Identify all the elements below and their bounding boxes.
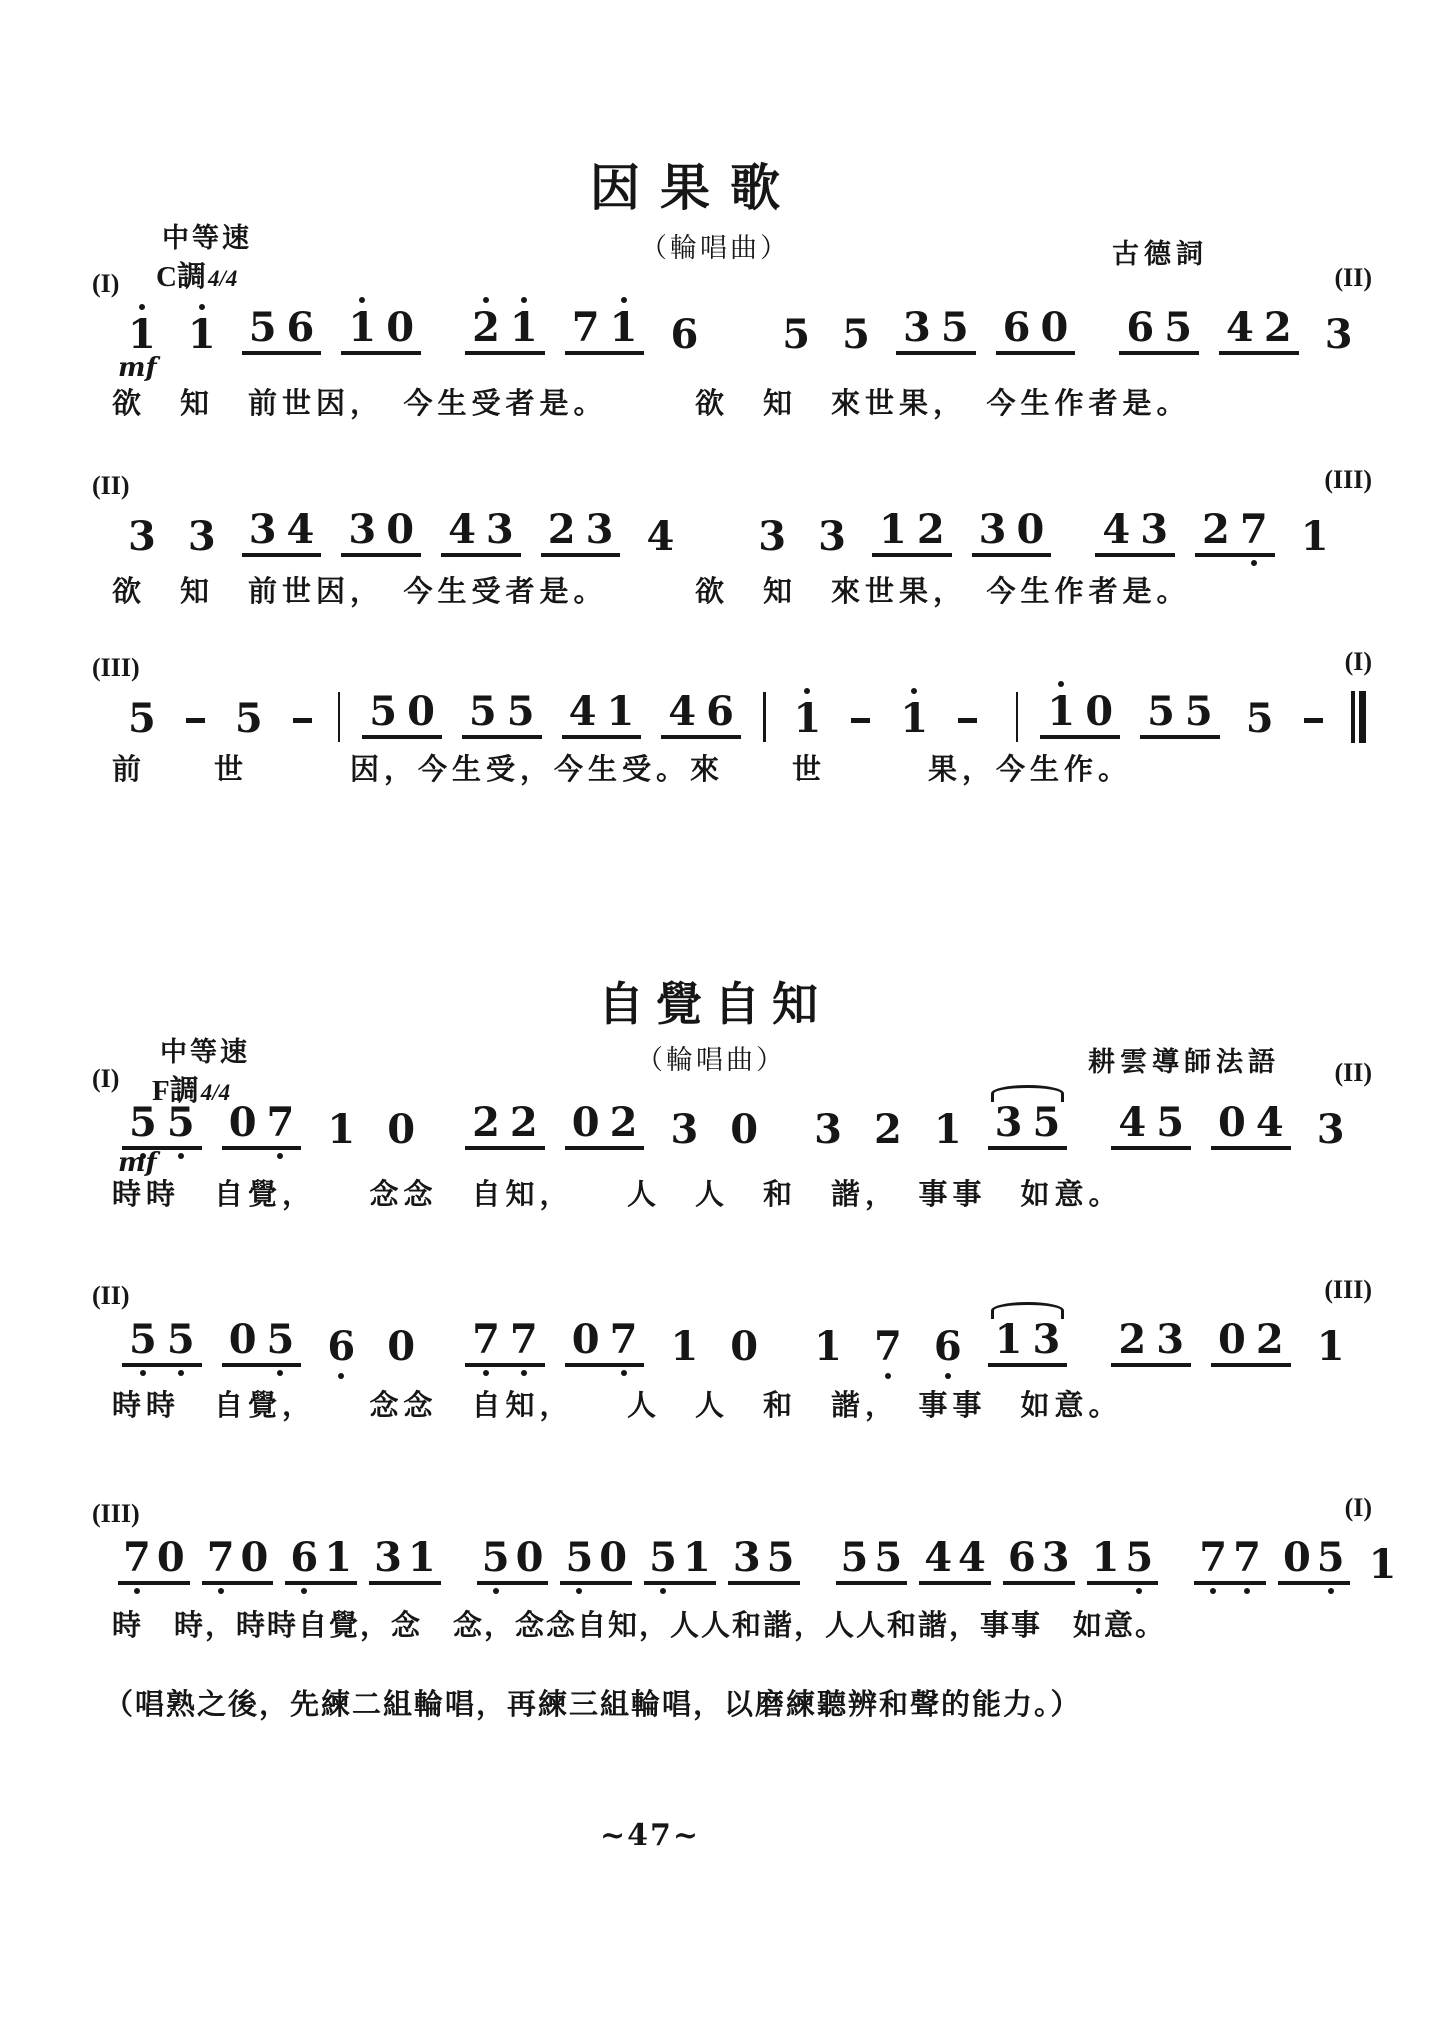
- octave-dot-low: [218, 1588, 224, 1594]
- note: 2: [609, 1099, 638, 1146]
- note-group: [202, 1534, 274, 1585]
- note-group: [242, 506, 322, 557]
- notation-row: [112, 303, 1372, 358]
- octave-dot-low: [338, 1373, 344, 1379]
- note: 0: [387, 1106, 416, 1153]
- note-group: [462, 688, 542, 739]
- note: 5: [1164, 304, 1193, 351]
- note: 6: [670, 311, 699, 358]
- note: 2: [1202, 506, 1230, 553]
- note: 5: [129, 1103, 157, 1143]
- note: 1: [814, 1323, 842, 1370]
- note: 6: [1007, 1534, 1036, 1581]
- note: 3: [1316, 1106, 1345, 1153]
- part-label-end: (I): [1344, 647, 1372, 676]
- note: 3: [248, 506, 277, 553]
- note: 1: [610, 308, 638, 348]
- note: 5: [167, 1103, 195, 1143]
- note-group: [122, 1099, 202, 1150]
- note: 3: [348, 506, 377, 553]
- note: 4: [286, 506, 315, 553]
- note: 6: [1126, 304, 1155, 351]
- part-label-start: (II): [92, 1281, 130, 1310]
- note: 6: [327, 1327, 355, 1367]
- barline: [763, 692, 766, 742]
- note: 6: [286, 304, 315, 351]
- note: 3: [758, 513, 787, 560]
- note: 2: [916, 506, 945, 553]
- note-group: [919, 1534, 991, 1585]
- octave-dot-high: [804, 688, 810, 694]
- note: 5: [1032, 1099, 1061, 1146]
- note: 5: [482, 1538, 510, 1578]
- note-group: [362, 688, 442, 739]
- note: 5: [874, 1534, 903, 1581]
- octave-dot-low: [178, 1370, 184, 1376]
- note: 5: [129, 1320, 157, 1360]
- dynamics-marking: mf: [118, 1148, 157, 1178]
- octave-dot-low: [621, 1370, 627, 1376]
- music-line: [92, 465, 1372, 608]
- song1-credit: 古德詞: [1112, 239, 1208, 269]
- note: 2: [547, 506, 576, 553]
- note-group: [441, 506, 521, 557]
- note-group: [996, 304, 1076, 355]
- note-group: [222, 1099, 302, 1150]
- held-note-dash: [851, 718, 870, 723]
- note-group: [1003, 1534, 1075, 1585]
- note-group: [341, 304, 421, 355]
- song1-subtitle: （輪唱曲）: [640, 233, 790, 263]
- octave-dot-low: [483, 1370, 489, 1376]
- note: 1: [900, 699, 928, 739]
- slurred-note-group: [988, 1316, 1068, 1367]
- part-label-end: (II): [1334, 263, 1372, 292]
- music-line: [92, 647, 1372, 786]
- practice-instruction-note: （唱熟之後，先練二組輪唱，再練三組輪唱，以磨練聽辨和聲的能力。）: [104, 1689, 1082, 1721]
- note: 5: [128, 695, 156, 742]
- note: 5: [1245, 695, 1274, 742]
- note: 4: [668, 688, 697, 735]
- song2-tempo-marking: 中等速: [160, 1037, 250, 1067]
- lyrics-line: 時時 自覺， 念念 自知， 人 人 和 諧， 事事 如意。: [112, 1390, 1123, 1422]
- lyrics-line: 時時 自覺， 念念 自知， 人 人 和 諧， 事事 如意。: [112, 1179, 1123, 1211]
- note-group: [477, 1534, 549, 1585]
- note-group: [1140, 688, 1220, 739]
- note: 4: [1255, 1099, 1284, 1146]
- octave-dot-low: [1251, 560, 1257, 566]
- note-group: [1195, 506, 1275, 557]
- note: 4: [568, 688, 597, 735]
- song1-tempo-marking: 中等速: [162, 223, 252, 253]
- barline: [338, 692, 341, 742]
- note: 4: [958, 1534, 986, 1581]
- note: 0: [228, 1099, 257, 1146]
- part-label-start: (II): [92, 471, 130, 500]
- note-group: [369, 1534, 441, 1585]
- note: 3: [814, 1106, 842, 1153]
- note: 4: [448, 506, 476, 553]
- note: 3: [1041, 1534, 1070, 1581]
- note: 0: [1085, 688, 1114, 735]
- note-group: [565, 304, 645, 355]
- note-group: [728, 1534, 800, 1585]
- note: 5: [1147, 688, 1175, 735]
- note: 3: [374, 1534, 402, 1581]
- note: 5: [1125, 1538, 1153, 1578]
- note: 6: [706, 688, 734, 735]
- note: 7: [1199, 1538, 1227, 1578]
- octave-dot-low: [134, 1588, 140, 1594]
- octave-dot-high: [911, 688, 917, 694]
- note: 5: [468, 688, 497, 735]
- lyrics-line: 欲 知 前世因， 今生受者是。 欲 知 來世果， 今生作者是。: [112, 576, 1191, 608]
- note: 5: [234, 695, 263, 742]
- octave-dot-high: [1058, 681, 1064, 687]
- note-group: [644, 1534, 716, 1585]
- note: 1: [933, 1106, 962, 1153]
- note: 5: [649, 1538, 677, 1578]
- held-note-dash: [186, 718, 205, 723]
- note: 3: [187, 513, 216, 560]
- note: 2: [1255, 1316, 1284, 1363]
- note-group: [541, 506, 621, 557]
- note: 0: [1016, 506, 1045, 553]
- octave-dot-low: [493, 1588, 499, 1594]
- note: 2: [472, 308, 500, 348]
- note: 1: [1316, 1323, 1345, 1370]
- octave-dot-low: [140, 1370, 146, 1376]
- note: 1: [324, 1534, 353, 1581]
- notation-row: [112, 687, 1372, 742]
- octave-dot-high: [483, 297, 489, 303]
- note: 5: [842, 311, 870, 358]
- note: 3: [670, 1106, 699, 1153]
- note: 1: [348, 308, 376, 348]
- time-signature: 4/4: [200, 1080, 231, 1105]
- octave-dot-low: [660, 1588, 666, 1594]
- note-group: [1095, 506, 1175, 557]
- note: 3: [818, 513, 846, 560]
- note: 5: [565, 1538, 593, 1578]
- note: 5: [267, 1320, 295, 1360]
- note: 7: [1233, 1538, 1261, 1578]
- note-group: [118, 1534, 190, 1585]
- note: 2: [472, 1099, 500, 1146]
- note: 5: [840, 1534, 869, 1581]
- note-group: [465, 1316, 545, 1367]
- note: 2: [873, 1106, 902, 1153]
- octave-dot-high: [139, 304, 145, 310]
- spacer: [991, 738, 1004, 739]
- held-note-dash: [1304, 718, 1323, 723]
- note-group: [1119, 304, 1199, 355]
- note: 0: [571, 1316, 600, 1363]
- note: 3: [978, 506, 1007, 553]
- note-group: [222, 1316, 302, 1367]
- note: 7: [1240, 510, 1268, 550]
- note-group: [242, 304, 322, 355]
- key-label: C調: [156, 261, 206, 293]
- note: 1: [327, 1106, 356, 1153]
- lyrics-line: 欲 知 前世因， 今生受者是。 欲 知 來世果， 今生作者是。: [112, 388, 1191, 420]
- octave-dot-low: [277, 1153, 283, 1159]
- note: 1: [1368, 1541, 1397, 1588]
- note: 1: [670, 1323, 699, 1370]
- note: 4: [924, 1534, 953, 1581]
- octave-dot-low: [277, 1370, 283, 1376]
- barline: [1016, 692, 1019, 742]
- note: 6: [1002, 304, 1031, 351]
- octave-dot-low: [1210, 1588, 1216, 1594]
- music-line: [92, 1275, 1372, 1422]
- octave-dot-low: [178, 1153, 184, 1159]
- note: 1: [1300, 513, 1329, 560]
- note: 4: [1226, 304, 1254, 351]
- note: 1: [794, 699, 822, 739]
- note: 0: [240, 1534, 269, 1581]
- song1-title: 因果歌: [590, 160, 800, 216]
- note: 1: [188, 315, 216, 355]
- note: 0: [1218, 1099, 1246, 1146]
- note: 7: [123, 1538, 151, 1578]
- part-label-start: (I): [92, 1064, 120, 1093]
- note: 7: [571, 304, 600, 351]
- note: 5: [369, 688, 398, 735]
- music-line: [92, 1493, 1397, 1642]
- song2-subtitle: （輪唱曲）: [636, 1045, 786, 1075]
- note: 7: [267, 1103, 295, 1143]
- note-group: [1219, 304, 1299, 355]
- note: 0: [1218, 1316, 1246, 1363]
- held-note-dash: [958, 718, 977, 723]
- part-label-end: (III): [1324, 1275, 1372, 1304]
- octave-dot-low: [521, 1370, 527, 1376]
- lyrics-line: 前 世 因，今生受，今生受。來 世 果，今生作。: [112, 754, 1133, 786]
- note-group: [1278, 1534, 1350, 1585]
- song2-title: 自覺自知: [598, 979, 830, 1030]
- note: 1: [994, 1316, 1023, 1363]
- note: 7: [874, 1327, 902, 1367]
- note-group: [1111, 1316, 1191, 1367]
- octave-dot-low: [576, 1588, 582, 1594]
- note: 1: [682, 1534, 711, 1581]
- note: 1: [407, 1534, 436, 1581]
- note: 0: [386, 506, 415, 553]
- note-group: [1211, 1316, 1291, 1367]
- note: 0: [156, 1534, 185, 1581]
- note-group: [972, 506, 1052, 557]
- note-group: [872, 506, 952, 557]
- part-label-end: (I): [1344, 1493, 1372, 1522]
- notation-row: [112, 1533, 1397, 1588]
- note: 0: [599, 1534, 628, 1581]
- note-group: [122, 1316, 202, 1367]
- note: 3: [1032, 1316, 1061, 1363]
- note: 3: [732, 1534, 761, 1581]
- note: 0: [730, 1106, 759, 1153]
- note: 5: [506, 688, 535, 735]
- note: 0: [1282, 1534, 1311, 1581]
- note-group: [562, 688, 642, 739]
- note-group: [1040, 688, 1120, 739]
- note-group: [1111, 1099, 1191, 1150]
- notation-row: [112, 1098, 1372, 1153]
- octave-dot-low: [301, 1588, 307, 1594]
- note: 5: [766, 1534, 795, 1581]
- note: 5: [782, 311, 811, 358]
- note: 4: [1102, 506, 1131, 553]
- note: 3: [1156, 1316, 1185, 1363]
- final-barline: [1351, 691, 1366, 743]
- note-group: [1087, 1534, 1159, 1585]
- note: 7: [207, 1538, 235, 1578]
- note: 4: [646, 513, 675, 560]
- note-group: [1211, 1099, 1291, 1150]
- octave-dot-low: [1136, 1588, 1142, 1594]
- note: 1: [1091, 1534, 1120, 1581]
- note: 7: [510, 1320, 538, 1360]
- note: 5: [1156, 1099, 1185, 1146]
- part-label-start: (I): [92, 269, 120, 298]
- note: 1: [606, 688, 635, 735]
- note: 3: [1324, 311, 1353, 358]
- note: 3: [902, 304, 931, 351]
- note-group: [565, 1316, 645, 1367]
- note-group: [465, 1099, 545, 1150]
- note: 2: [1263, 304, 1292, 351]
- note: 6: [934, 1327, 962, 1367]
- note: 3: [994, 1099, 1023, 1146]
- note-group: [285, 1534, 357, 1585]
- song2-credit: 耕雲導師法語: [1088, 1047, 1280, 1077]
- note: 0: [386, 304, 415, 351]
- note-group: [661, 688, 741, 739]
- octave-dot-low: [885, 1373, 891, 1379]
- note: 0: [1040, 304, 1069, 351]
- note: 3: [485, 506, 514, 553]
- note: 7: [472, 1320, 500, 1360]
- note: 1: [878, 506, 907, 553]
- note: 0: [228, 1316, 257, 1363]
- note: 3: [585, 506, 614, 553]
- page-number: ~47~: [600, 1818, 701, 1853]
- note: 3: [1140, 506, 1169, 553]
- note: 5: [248, 304, 277, 351]
- part-label-start: (III): [92, 1499, 140, 1528]
- notation-row: [112, 505, 1372, 560]
- note: 5: [1317, 1538, 1345, 1578]
- note: 0: [571, 1099, 600, 1146]
- octave-dot-high: [199, 304, 205, 310]
- note-group: [560, 1534, 632, 1585]
- octave-dot-low: [1328, 1588, 1334, 1594]
- time-signature: 4/4: [207, 266, 238, 291]
- octave-dot-high: [621, 297, 627, 303]
- dynamics-marking: mf: [118, 353, 157, 383]
- note-group: [341, 506, 421, 557]
- octave-dot-low: [945, 1373, 951, 1379]
- note: 2: [1118, 1316, 1147, 1363]
- note: 0: [407, 688, 435, 735]
- note-group: [465, 304, 545, 355]
- note: 7: [610, 1320, 638, 1360]
- note: 5: [167, 1320, 195, 1360]
- held-note-dash: [293, 718, 312, 723]
- note: 0: [515, 1534, 544, 1581]
- note: 4: [1118, 1099, 1147, 1146]
- note: 5: [1184, 688, 1213, 735]
- octave-dot-high: [521, 297, 527, 303]
- key-label: F調: [152, 1075, 199, 1107]
- note-group: [565, 1099, 645, 1150]
- note: 3: [128, 513, 156, 560]
- note: 1: [1047, 692, 1075, 732]
- song1-key-signature: [156, 254, 237, 295]
- part-label-start: (III): [92, 653, 140, 682]
- octave-dot-low: [1244, 1588, 1250, 1594]
- note-group: [896, 304, 976, 355]
- octave-dot-high: [359, 297, 365, 303]
- part-label-end: (III): [1324, 465, 1372, 494]
- note: 6: [290, 1538, 318, 1578]
- note: 1: [510, 308, 538, 348]
- note-group: [836, 1534, 908, 1585]
- note: 2: [509, 1099, 538, 1146]
- note: 1: [128, 315, 156, 355]
- note: 0: [387, 1323, 416, 1370]
- lyrics-line: 時 時，時時自覺，念 念，念念自知，人人和諧，人人和諧，事事 如意。: [112, 1610, 1167, 1642]
- note: 0: [730, 1323, 759, 1370]
- slurred-note-group: [988, 1099, 1068, 1150]
- note: 5: [940, 304, 969, 351]
- notation-row: [112, 1315, 1372, 1370]
- note-group: [1194, 1534, 1266, 1585]
- part-label-end: (II): [1334, 1058, 1372, 1087]
